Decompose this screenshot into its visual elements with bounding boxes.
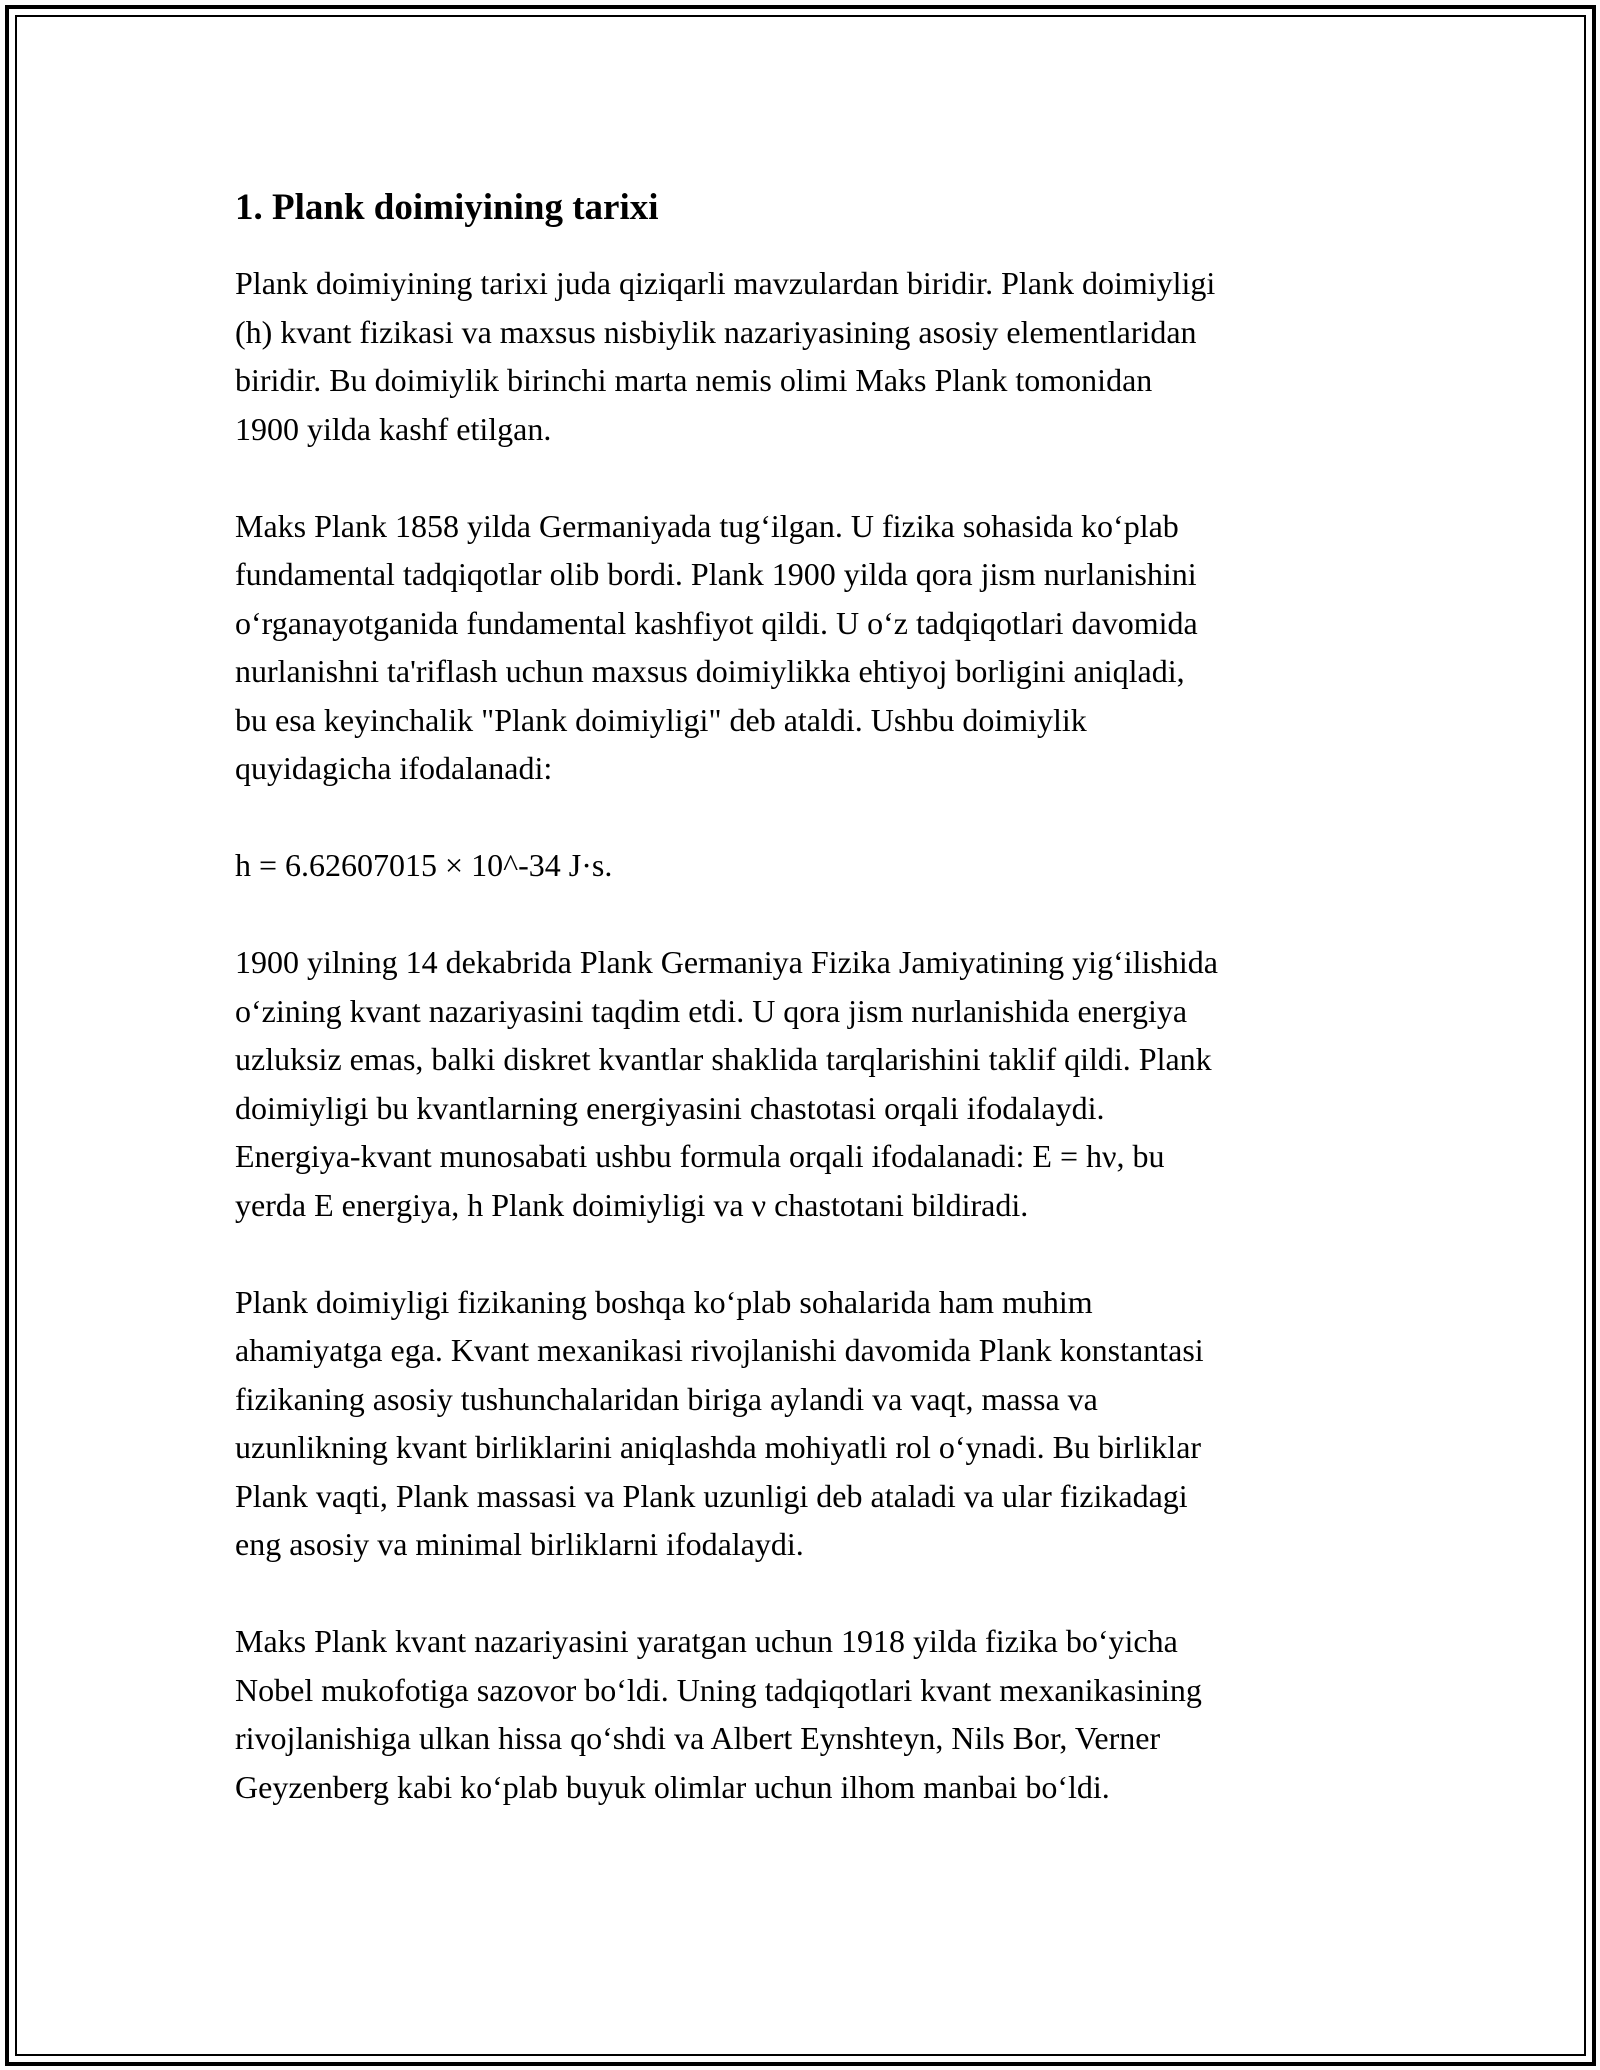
text-line: (h) kvant fizikasi va maxsus nisbiylik nazariyasining asosiy elementlaridan: [235, 313, 1197, 350]
paragraph: [235, 1278, 1370, 1569]
paragraph: [235, 259, 1370, 453]
text-line: Plank doimiyining tarixi juda qiziqarli mavzulardan biridir. Plank doimiyligi: [235, 265, 1216, 301]
text-line: 1900 yilda kashf etilgan.: [235, 410, 552, 447]
text-line: nurlanishni ta'riflash uchun maxsus doimiylikka ehtiyoj borligini aniqladi,: [235, 653, 1185, 689]
paragraph: [235, 1617, 1370, 1811]
text-line: Plank vaqti, Plank massasi va Plank uzunligi deb ataladi va ular fizikadagi: [235, 1477, 1188, 1514]
text-line: uzluksiz emas, balki diskret kvantlar shaklida tarqlarishini taklif qildi. Plank: [235, 1041, 1212, 1077]
text-line: Plank doimiyligi fizikaning boshqa ko‘plab sohalarida ham muhim: [235, 1283, 1093, 1320]
paragraph: [235, 502, 1370, 793]
paragraph: [235, 938, 1370, 1229]
text-line: yerda E energiya, h Plank doimiyligi va ν chastotani bildiradi.: [235, 1186, 1029, 1223]
text-line: eng asosiy va minimal birliklarni ifodalaydi.: [235, 1526, 804, 1562]
document-body: [235, 185, 1370, 1860]
text-line: bu esa keyinchalik "Plank doimiyligi" deb ataldi. Ushbu doimiylik: [235, 701, 1087, 738]
text-line: Energiya-kvant munosabati ushbu formula orqali ifodalanadi: E = hν, bu: [235, 1138, 1165, 1174]
text-line: quyidagicha ifodalanadi:: [235, 750, 553, 786]
text-line: uzunlikning kvant birliklarini aniqlashda mohiyatli rol o‘ynadi. Bu birliklar: [235, 1429, 1202, 1465]
text-line: fundamental tadqiqotlar olib bordi. Plank 1900 yilda qora jism nurlanishini: [235, 556, 1197, 592]
text-line: doimiyligi bu kvantlarning energiyasini chastotasi orqali ifodalaydi.: [235, 1089, 1105, 1126]
text-line: Maks Plank 1858 yilda Germaniyada tug‘ilgan. U fizika sohasida ko‘plab: [235, 507, 1179, 544]
text-line: Nobel mukofotiga sazovor bo‘ldi. Uning tadqiqotlari kvant mexanikasining: [235, 1671, 1202, 1708]
text-line: 1900 yilning 14 dekabrida Plank Germaniya Fizika Jamiyatining yig‘ilishida: [235, 944, 1218, 980]
text-line: fizikaning asosiy tushunchalaridan biriga aylandi va vaqt, massa va: [235, 1380, 1098, 1417]
section-title: 1. Plank doimiyining tarixi: [235, 187, 659, 228]
text-line: ahamiyatga ega. Kvant mexanikasi rivojlanishi davomida Plank konstantasi: [235, 1332, 1204, 1368]
text-line: o‘rganayotganida fundamental kashfiyot qildi. U o‘z tadqiqotlari davomida: [235, 604, 1198, 641]
text-line: Geyzenberg kabi ko‘plab buyuk olimlar uchun ilhom manbai bo‘ldi.: [235, 1768, 1110, 1805]
text-line: o‘zining kvant nazariyasini taqdim etdi. U qora jism nurlanishida energiya: [235, 992, 1188, 1029]
text-line: Maks Plank kvant nazariyasini yaratgan uchun 1918 yilda fizika bo‘yicha: [235, 1623, 1178, 1659]
text-line: biridir. Bu doimiylik birinchi marta nemis olimi Maks Plank tomonidan: [235, 362, 1153, 398]
formula-paragraph: [235, 841, 1370, 890]
planck-constant-formula: h = 6.62607015 × 10^-34 J·s.: [235, 847, 613, 883]
text-line: rivojlanishiga ulkan hissa qo‘shdi va Albert Eynshteyn, Nils Bor, Verner: [235, 1720, 1161, 1756]
